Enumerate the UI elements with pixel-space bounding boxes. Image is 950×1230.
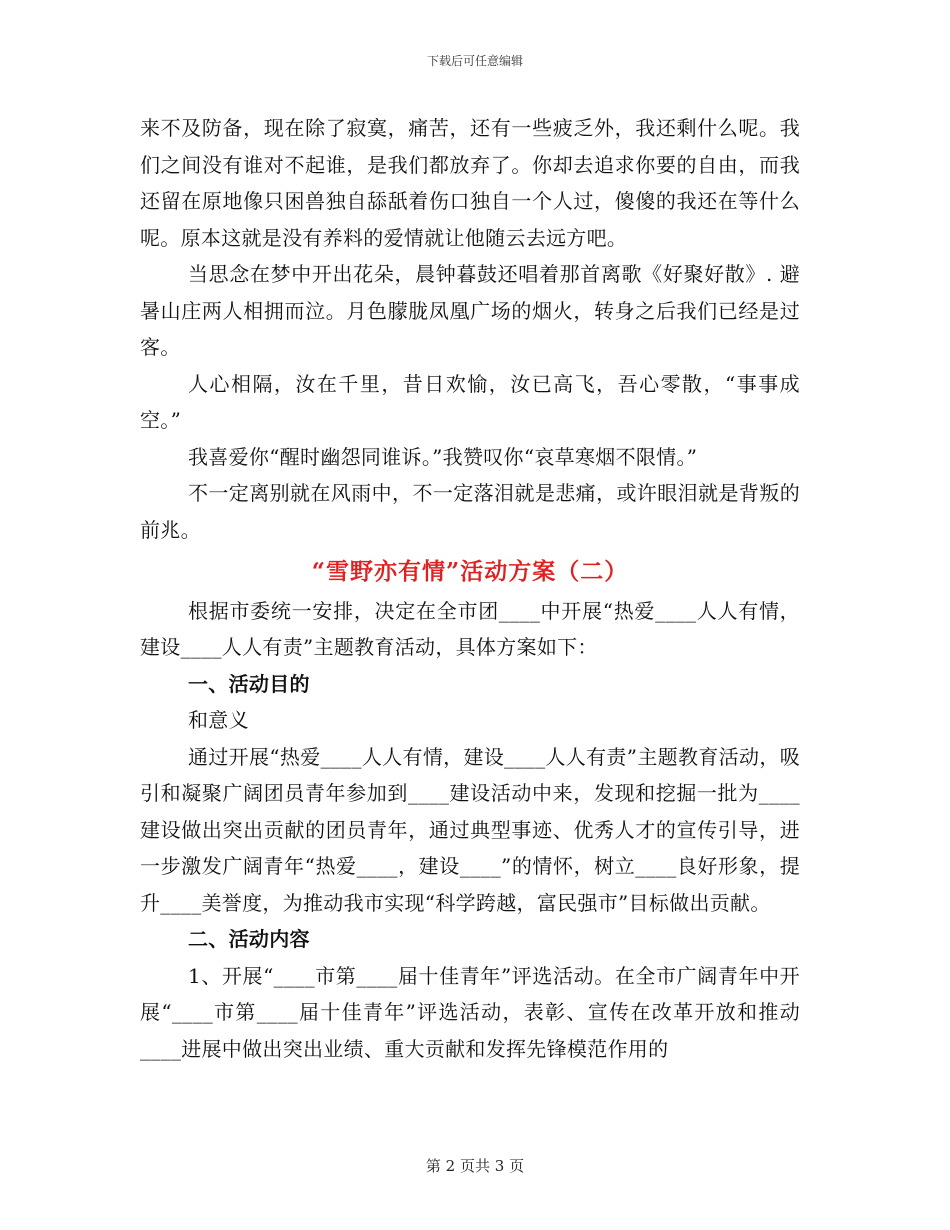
paragraph: 和意义 <box>188 708 249 732</box>
paragraph: 我喜爱你“醒时幽怨同谁诉。”我赞叹你“哀草寒烟不限情。” <box>188 444 698 469</box>
section-title: “雪野亦有情”活动方案（二） <box>311 558 629 585</box>
paragraph: 不一定离别就在风雨中，不一定落泪就是悲痛，或许眼泪就是背叛的前兆。 <box>140 481 800 542</box>
paragraph: 当思念在梦中开出花朵，晨钟暮鼓还唱着那首离歌《好聚好散》. 避暑山庄两人相拥而泣。月色朦胧凤凰广场的烟火，转身之后我们已经是过客。 <box>140 262 800 359</box>
page-footer-number: 第 2 页共 3 页 <box>425 1157 525 1175</box>
paragraph: 通过开展“热爱____人人有情，建设____人人有责”主题教育活动，吸引和凝聚广阔团员青年参加到____建设活动中来，发现和挖掘一批为____建设做出突出贡献的团员青年，通过典型事迹、优秀人才的宣传引导，进一步激发广阔青年“热爱____，建设____”的情怀，树立____良好形象，提升____美誉度，为推动我市实现“科学跨越，富民强市”目标做出贡献。 <box>140 744 800 915</box>
paragraph: 人心相隔，汝在千里，昔日欢愉，汝已高飞，吾心零散，“事事成空。” <box>140 371 800 432</box>
section-heading: 一、活动目的 <box>188 671 310 696</box>
document-body <box>140 110 800 1067</box>
page-header-note: 下载后可任意编辑 <box>426 54 523 68</box>
paragraph: 根据市委统一安排，决定在全市团____中开展“热爱____人人有情，建设____人人有责”主题教育活动，具体方案如下： <box>140 598 800 659</box>
section-heading: 二、活动内容 <box>188 927 310 951</box>
paragraph: 来不及防备，现在除了寂寞，痛苦，还有一些疲乏外，我还剩什么呢。我们之间没有谁对不起谁，是我们都放弃了。你却去追求你要的自由，而我还留在原地像只困兽独自舔舐着伤口独自一个人过，傻傻的我还在等什么呢。原本这就是没有养料的爱情就让他随云去远方吧。 <box>140 116 800 250</box>
paragraph: 1、开展“____市第____届十佳青年”评选活动。在全市广阔青年中开展“____市第____届十佳青年”评选活动，表彰、宣传在改革开放和推动____进展中做出突出业绩、重大贡献和发挥先锋模范作用的 <box>140 963 800 1061</box>
